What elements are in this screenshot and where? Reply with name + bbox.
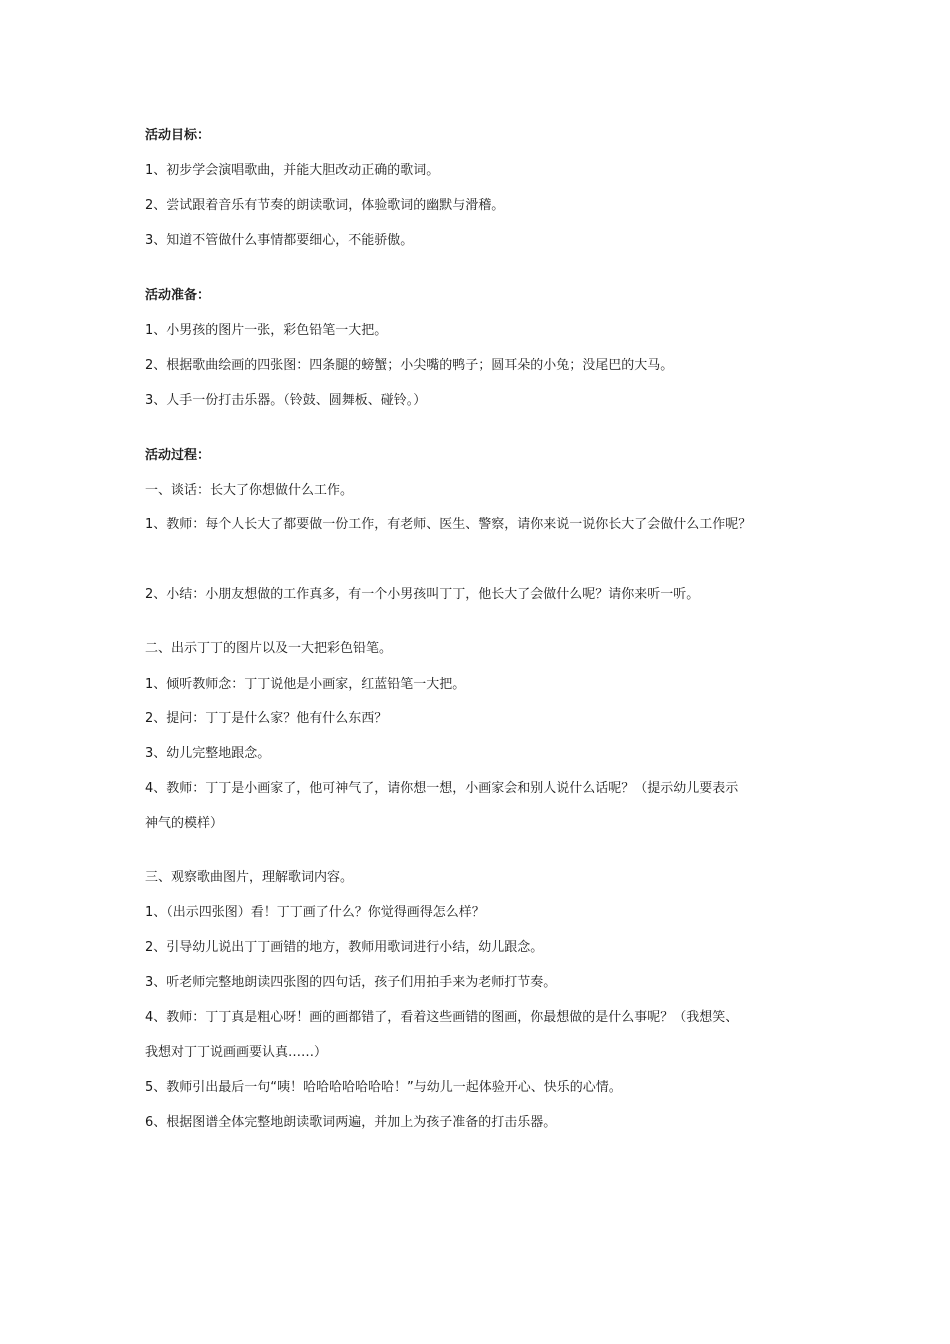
process-part3-item-4: 4、教师：丁丁真是粗心呀！画的画都错了，看着这些画错的图画，你最想做的是什么事呢？（我想笑、 [145, 1010, 739, 1025]
process-part2-item-4-cont: 神气的模样） [145, 816, 224, 831]
preparation-heading: 活动准备： [145, 288, 211, 303]
goal-item-3: 3、知道不管做什么事情都要细心，不能骄傲。 [145, 233, 414, 248]
process-part1-heading: 一、谈话：长大了你想做什么工作。 [145, 483, 354, 498]
process-part3-item-5: 5、教师引出最后一句“咦！哈哈哈哈哈哈哈！”与幼儿一起体验开心、快乐的心情。 [145, 1080, 622, 1095]
process-heading: 活动过程： [145, 448, 211, 463]
process-part1-item-2: 2、小结：小朋友想做的工作真多，有一个小男孩叫丁丁，他长大了会做什么呢？请你来听一听。 [145, 587, 700, 602]
process-part2-item-2: 2、提问：丁丁是什么家？他有什么东西？ [145, 711, 388, 726]
process-part3-item-6: 6、根据图谱全体完整地朗读歌词两遍，并加上为孩子准备的打击乐器。 [145, 1115, 557, 1130]
process-part2-item-1: 1、倾听教师念：丁丁说他是小画家，红蓝铅笔一大把。 [145, 677, 466, 692]
process-part3-item-1: 1、（出示四张图）看！丁丁画了什么？你觉得画得怎么样？ [145, 905, 485, 920]
process-part3-heading: 三、观察歌曲图片，理解歌词内容。 [145, 870, 354, 885]
preparation-item-3: 3、人手一份打击乐器。（铃鼓、圆舞板、碰铃。） [145, 393, 427, 408]
process-part3-item-2: 2、引导幼儿说出丁丁画错的地方，教师用歌词进行小结，幼儿跟念。 [145, 940, 544, 955]
process-part2-item-3: 3、幼儿完整地跟念。 [145, 746, 271, 761]
goals-heading: 活动目标： [145, 128, 211, 143]
goal-item-2: 2、尝试跟着音乐有节奏的朗读歌词，体验歌词的幽默与滑稽。 [145, 198, 505, 213]
process-part3-item-4-cont: 我想对丁丁说画画要认真……） [145, 1045, 328, 1060]
process-part1-item-1: 1、教师：每个人长大了都要做一份工作，有老师、医生、警察，请你来说一说你长大了会做什么工作呢？ [145, 517, 752, 532]
goal-item-1: 1、初步学会演唱歌曲，并能大胆改动正确的歌词。 [145, 163, 440, 178]
preparation-item-1: 1、小男孩的图片一张，彩色铅笔一大把。 [145, 323, 388, 338]
preparation-item-2: 2、根据歌曲绘画的四张图：四条腿的螃蟹；小尖嘴的鸭子；圆耳朵的小兔；没尾巴的大马。 [145, 358, 674, 373]
process-part2-item-4: 4、教师：丁丁是小画家了，他可神气了，请你想一想，小画家会和别人说什么话呢？（提示幼儿要表示 [145, 781, 739, 796]
process-part2-heading: 二、出示丁丁的图片以及一大把彩色铅笔。 [145, 641, 393, 656]
process-part3-item-3: 3、听老师完整地朗读四张图的四句话，孩子们用拍手来为老师打节奏。 [145, 975, 557, 990]
